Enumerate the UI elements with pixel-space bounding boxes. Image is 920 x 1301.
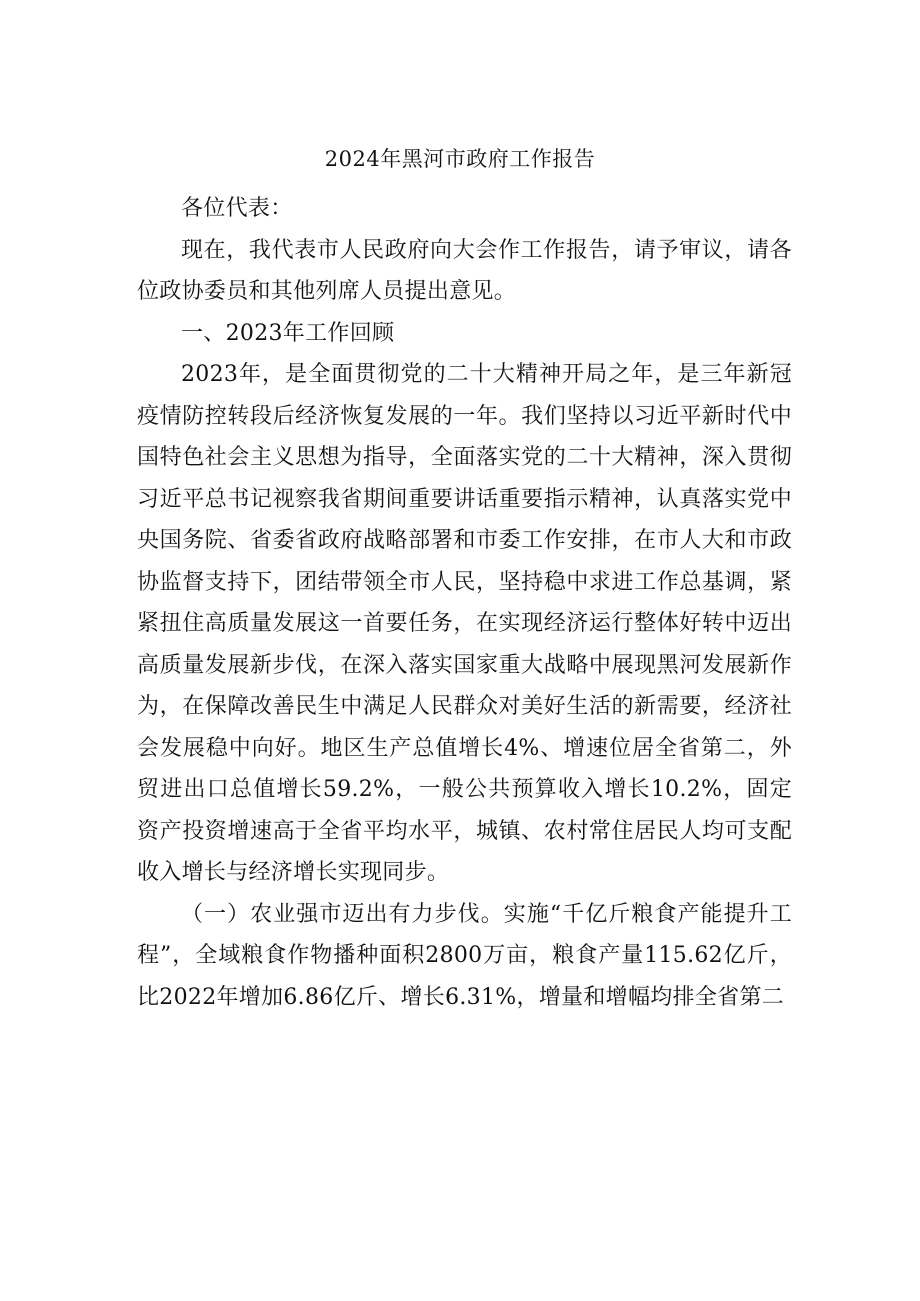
intro-paragraph: 现在，我代表市人民政府向大会作工作报告，请予审议，请各位政协委员和其他列席人员提出意见。 bbox=[137, 237, 792, 304]
agriculture-paragraph: （一）农业强市迈出有力步伐。实施“千亿斤粮食产能提升工程”，全域粮食作物播种面积2800万亩，粮食产量115.62亿斤，比2022年增加6.86亿斤、增长6.31%，增量和增幅均排全省第二 bbox=[137, 901, 792, 1010]
review-paragraph: 2023年，是全面贯彻党的二十大精神开局之年，是三年新冠疫情防控转段后经济恢复发展的一年。我们坚持以习近平新时代中国特色社会主义思想为指导，全面落实党的二十大精神，深入贯彻习近平总书记视察我省期间重要讲话重要指示精神，认真落实党中央国务院、省委省政府战略部署和市委工作安排，在市人大和市政协监督支持下，团结带领全市人民，坚持稳中求进工作总基调，紧紧扭住高质量发展这一首要任务，在实现经济运行整体好转中迈出高质量发展新步伐，在深入落实国家重大战略中展现黑河发展新作为，在保障改善民生中满足人民群众对美好生活的新需要，经济社会发展稳中向好。地区生产总值增长4%、增速位居全省第二，外贸进出口总值增长59.2%，一般公共预算收入增长10.2%，固定资产投资增速高于全省平均水平，城镇、农村常住居民人均可支配收入增长与经济增长实现同步。 bbox=[137, 362, 792, 885]
document-title: 2024年黑河市政府工作报告 bbox=[324, 147, 596, 171]
section-heading: 一、2023年工作回顾 bbox=[181, 320, 395, 346]
salutation-paragraph: 各位代表： bbox=[181, 196, 293, 221]
document-body bbox=[137, 188, 792, 1018]
